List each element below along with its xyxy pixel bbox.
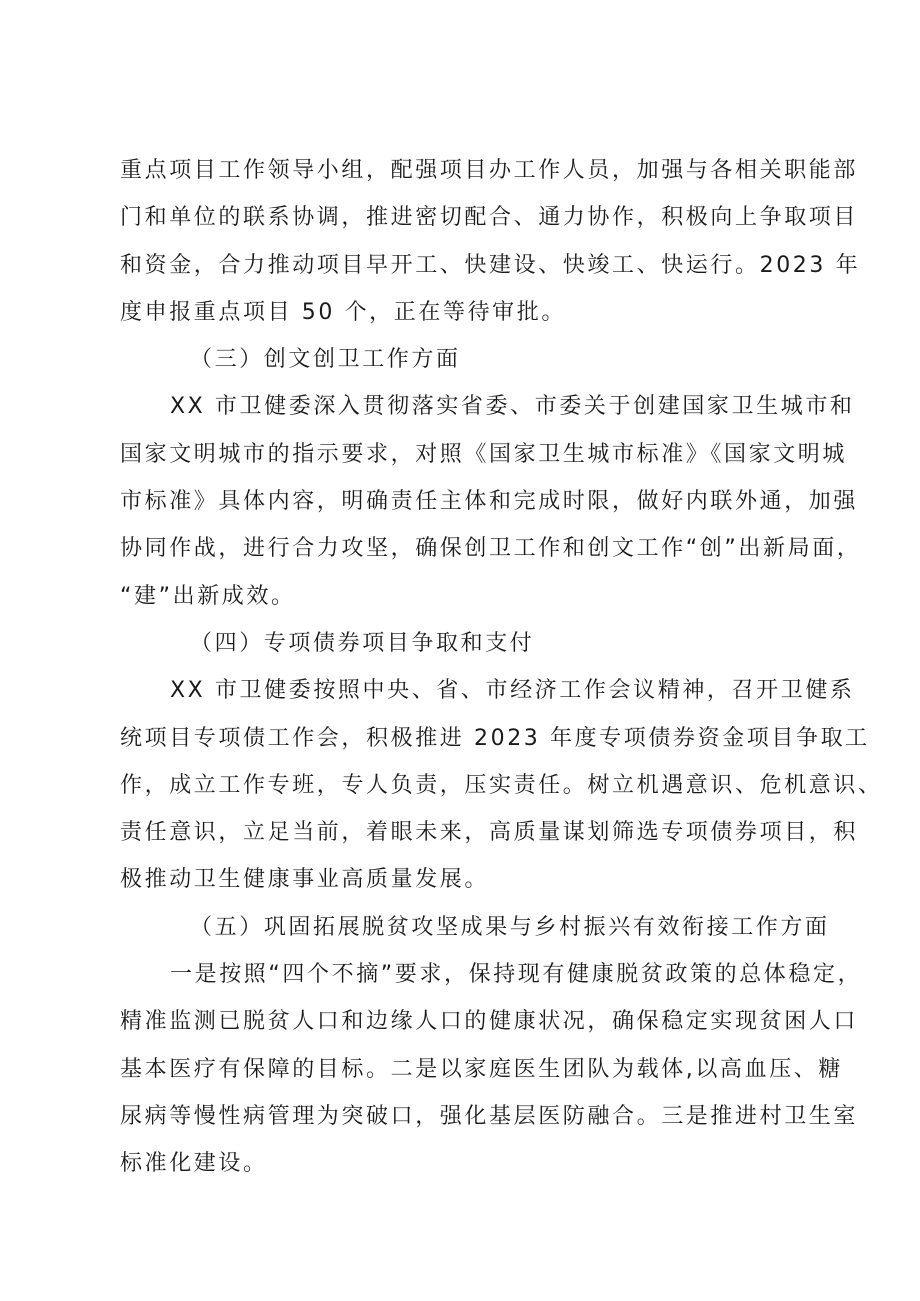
body-paragraph [120,147,861,336]
paragraph-line: 作，成立工作专班，专人负责，压实责任。树立机遇意识、危机意识、 [120,772,883,798]
paragraph-line: 尿病等慢性病管理为突破口，强化基层医防融合。三是推进村卫生室 [120,1103,859,1129]
body-paragraph [120,667,883,903]
paragraph-line: 市标准》具体内容，明确责任主体和完成时限，做好内联外通，加强 [120,489,859,515]
paragraph-line: 重点项目工作领导小组，配强项目办工作人员，加强与各相关职能部 [120,158,859,183]
paragraph-line: 门和单位的联系协调，推进密切配合、通力协作，积极向上争取项目 [120,205,859,231]
paragraph-line: 责任意识，立足当前，着眼未来，高质量谋划筛选专项债券项目，积 [120,820,859,846]
paragraph-line: XX 市卫健委深入贯彻落实省委、市委关于创建国家卫生城市和 [170,394,855,420]
paragraph-line: 一是按照“四个不摘”要求，保持现有健康脱贫政策的总体稳定， [170,962,863,988]
section-heading [120,620,810,667]
paragraph-line: XX 市卫健委按照中央、省、市经济工作会议精神，召开卫健系 [170,678,855,704]
paragraph-line: 协同作战，进行合力攻坚，确保创卫工作和创文工作“创”出新局面， [120,536,862,562]
paragraph-line: 极推动卫生健康事业高质量发展。 [120,867,490,893]
paragraph-line: 标准化建设。 [120,1151,268,1177]
paragraph-line: 统项目专项债工作会，积极推进 2023 年度专项债券资金项目争取工 [120,725,870,751]
heading-line: （三）创文创卫工作方面 [190,347,461,373]
paragraph-line: 和资金，合力推动项目早开工、快建设、快竣工、快运行。2023 年 [120,252,861,278]
body-paragraph [120,951,863,1187]
paragraph-line: 精准监测已脱贫人口和边缘人口的健康状况，确保稳定实现贫困人口 [120,1009,859,1035]
section-heading [120,336,810,383]
paragraph-line: 基本医疗有保障的目标。二是以家庭医生团队为载体,以高血压、糖 [120,1056,843,1082]
heading-line: （四）专项债券项目争取和支付 [190,630,535,656]
paragraph-line: “建”出新成效。 [120,583,296,609]
paragraph-line: 国家文明城市的指示要求，对照《国家卫生城市标准》《国家文明城 [120,441,848,467]
heading-line: （五）巩固拓展脱贫攻坚成果与乡村振兴有效衔接工作方面 [190,914,830,940]
document-body [120,147,883,1188]
section-heading [120,904,830,951]
body-paragraph [120,383,862,619]
paragraph-line: 度申报重点项目 50 个，正在等待审批。 [120,299,566,325]
